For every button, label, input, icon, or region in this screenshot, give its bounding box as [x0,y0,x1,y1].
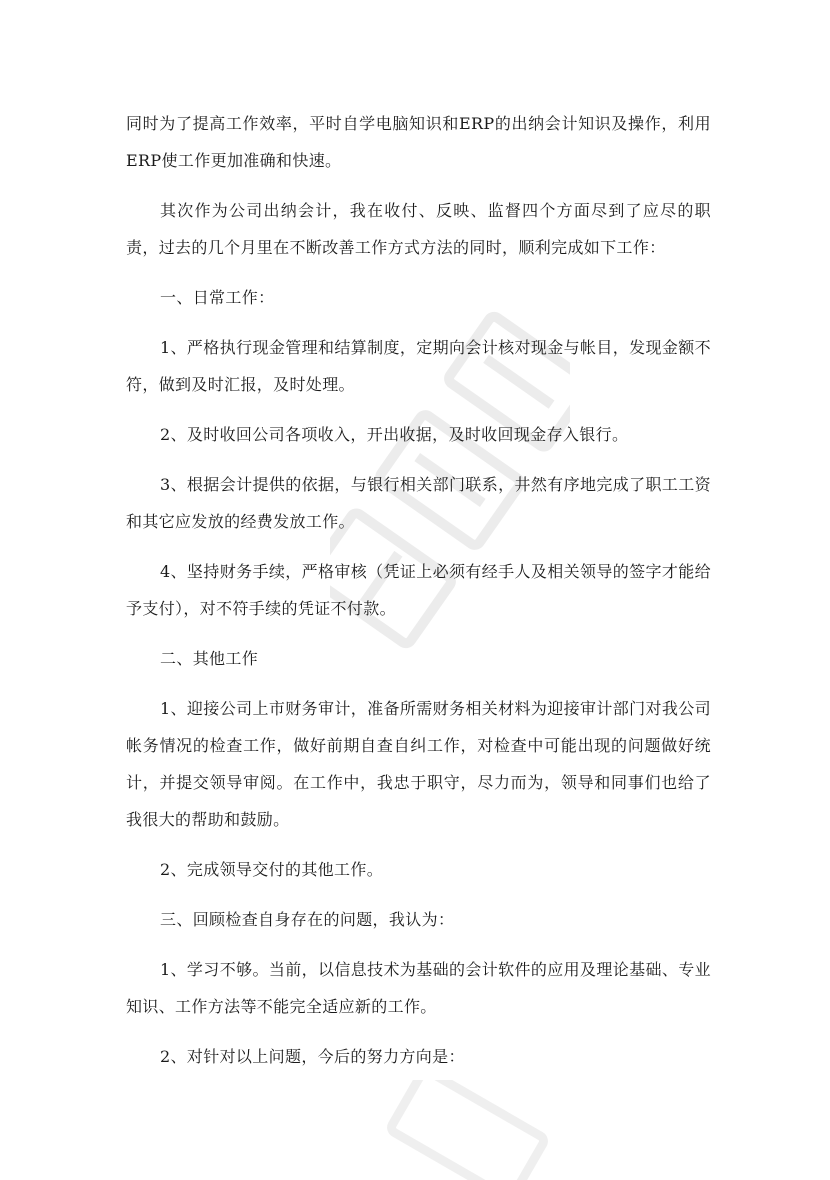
item-audit-vouchers: 4、坚持财务手续，严格审核（凭证上必须有经手人及相关领导的签字才能给予支付），对不符手续的凭证不付款。 [126,562,711,618]
item-bank-liaison: 3、根据会计提供的依据，与银行相关部门联系，井然有序地完成了职工工资和其它应发放的经费发放工作。 [126,475,711,531]
heading-other-work: 二、其他工作 [160,649,259,668]
paragraph-cashier-duties: 其次作为公司出纳会计，我在收付、反映、监督四个方面尽到了应尽的职责，过去的几个月里在不断改善工作方式方法的同时，顺利完成如下工作： [126,201,711,257]
heading-daily-work: 一、日常工作： [160,288,275,307]
heading-review-problems: 三、回顾检查自身存在的问题，我认为： [160,910,455,929]
item-cash-management: 1、严格执行现金管理和结算制度，定期向会计核对现金与帐目，发现金额不符，做到及时汇报，及时处理。 [126,338,711,394]
item-future-direction: 2、对针对以上问题，今后的努力方向是： [160,1047,465,1066]
paragraph-erp-study: 同时为了提高工作效率，平时自学电脑知识和ERP的出纳会计知识及操作，利用ERP使工作更加准确和快速。 [126,114,711,170]
document-body [126,105,711,1075]
item-listing-audit: 1、迎接公司上市财务审计，准备所需财务相关材料为迎接审计部门对我公司帐务情况的检查工作，做好前期自查自纠工作，对检查中可能出现的问题做好统计，并提交领导审阅。在工作中，我忠于职守，尽力而为，领导和同事们也给了我很大的帮助和鼓励。 [126,699,711,829]
watermark-logo-bottom [360,1080,580,1180]
item-other-tasks: 2、完成领导交付的其他工作。 [160,860,384,879]
item-insufficient-study: 1、学习不够。当前，以信息技术为基础的会计软件的应用及理论基础、专业知识、工作方法等不能完全适应新的工作。 [126,960,711,1016]
item-collect-income: 2、及时收回公司各项收入，开出收据，及时收回现金存入银行。 [160,425,629,444]
